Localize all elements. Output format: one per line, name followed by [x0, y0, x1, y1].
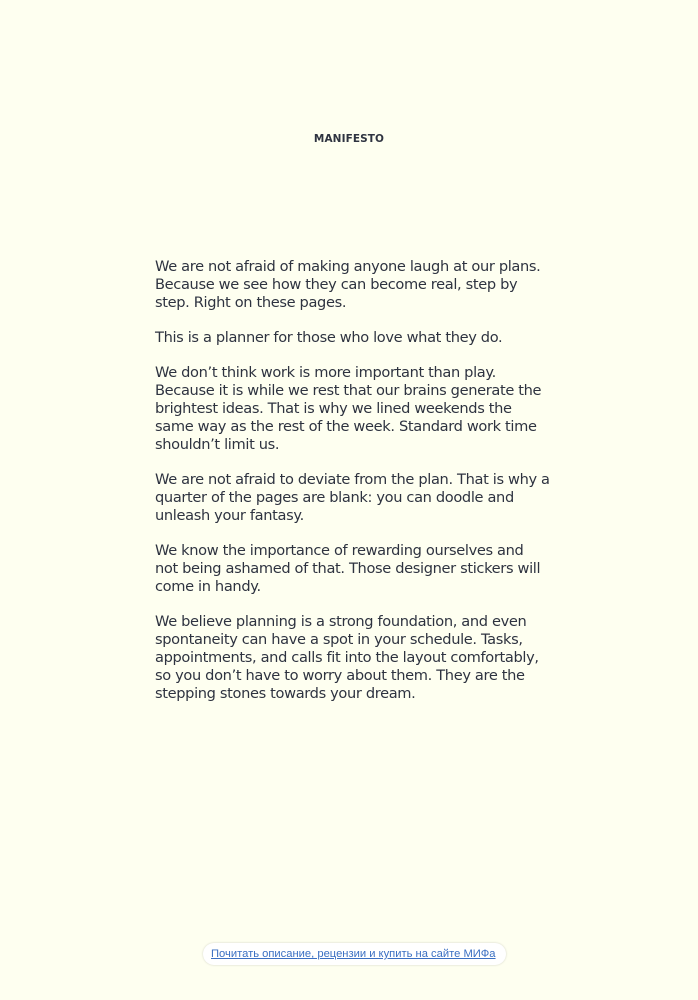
- paragraph: We don’t think work is more important than play. Because it is while we rest that our brains generate the brightest ideas. That is why we lined weekends the same way as the rest of the week. Standard work time shouldn’t limit us.: [155, 364, 542, 453]
- store-link-pill: [203, 943, 506, 965]
- paragraph: We are not afraid to deviate from the plan. That is why a quarter of the pages are blank: you can doodle and unleash your fantasy.: [155, 471, 550, 524]
- paragraph: We are not afraid of making anyone laugh at our plans. Because we see how they can become real, step by step. Right on these pages.: [155, 258, 541, 311]
- paragraph: We believe planning is a strong foundation, and even spontaneity can have a spot in your schedule. Tasks, appointments, and calls fit into the layout comfortably, so you don’t have to worry about them. They are the stepping stones towards your dream.: [155, 613, 539, 702]
- paragraph: This is a planner for those who love what they do.: [155, 329, 503, 346]
- page-title: MANIFESTO: [313, 133, 385, 145]
- store-link[interactable]: Почитать описание, рецензии и купить на сайте МИФа: [211, 948, 496, 960]
- paragraph: We know the importance of rewarding ourselves and not being ashamed of that. Those designer stickers will come in handy.: [155, 542, 541, 595]
- manifesto-body: [155, 258, 550, 720]
